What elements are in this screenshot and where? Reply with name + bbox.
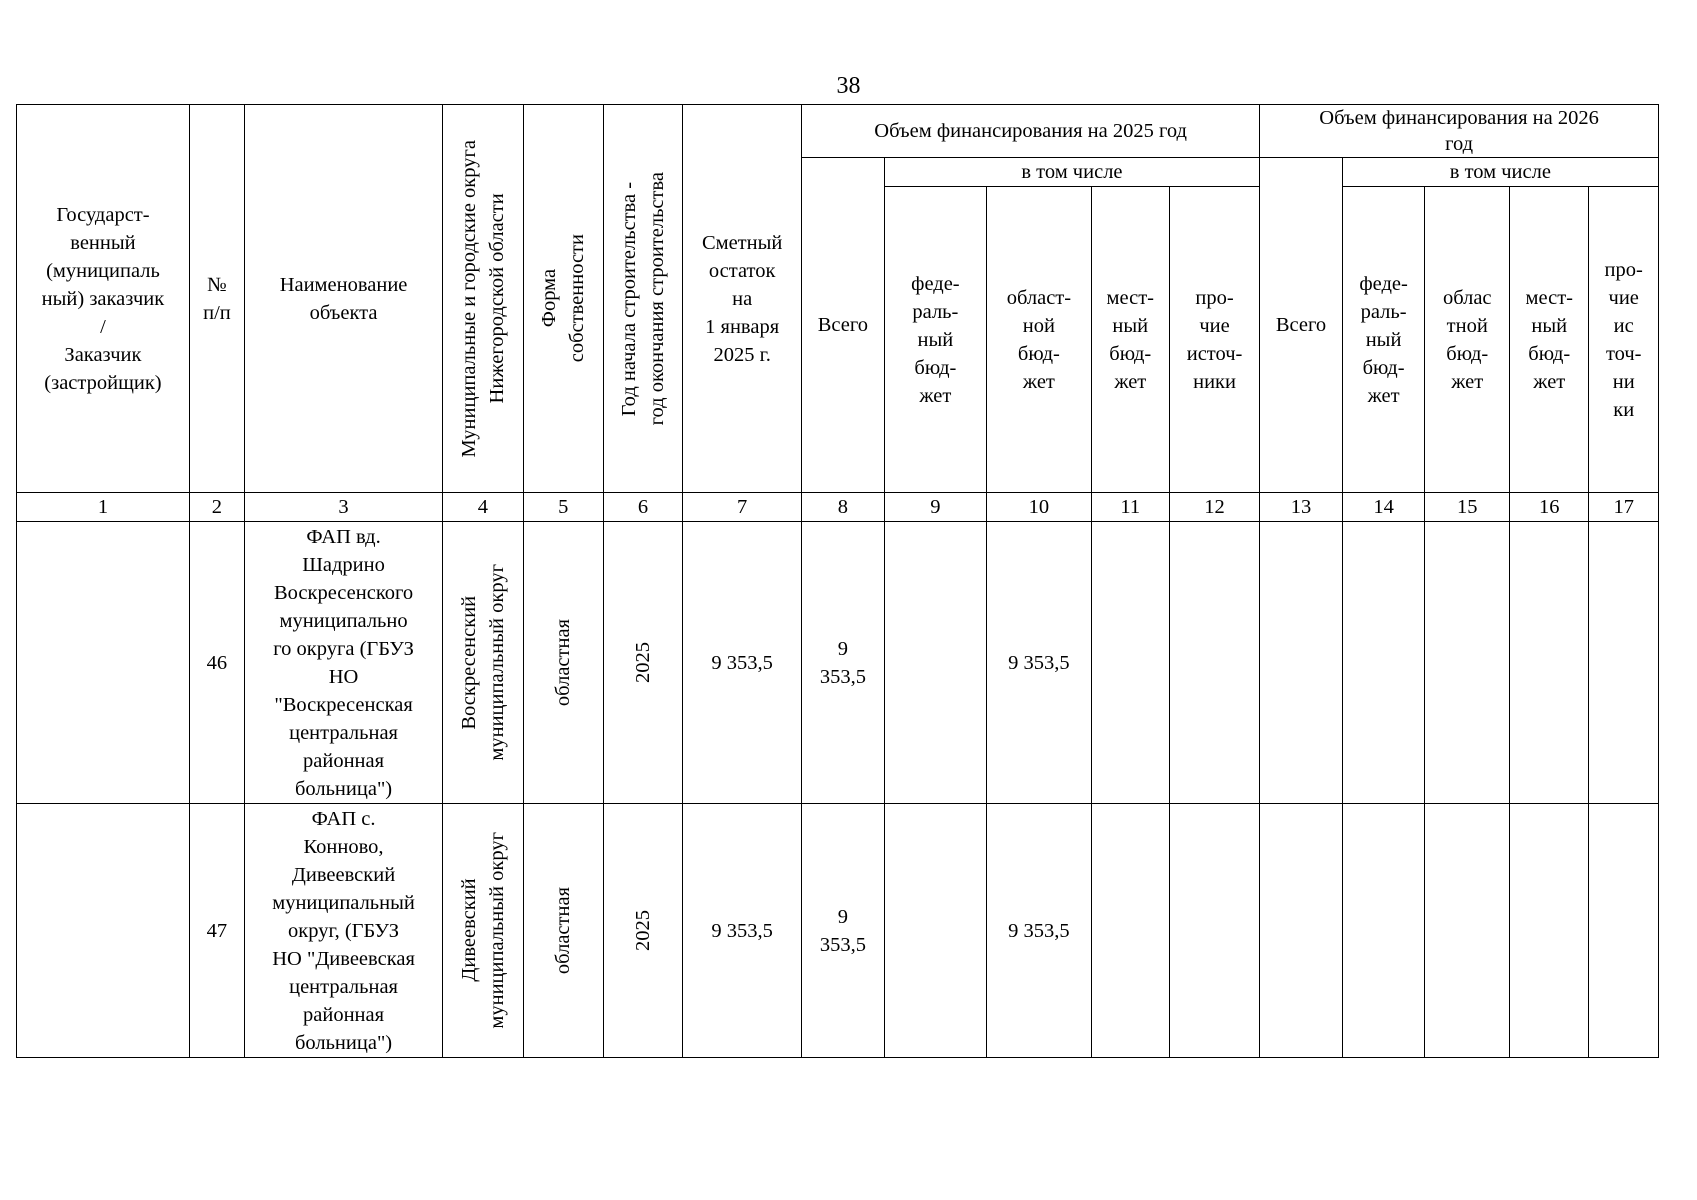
column-number: 3 <box>244 493 442 522</box>
column-number: 11 <box>1091 493 1169 522</box>
column-number: 2 <box>189 493 244 522</box>
header-local-2026: мест- ный бюд- жет <box>1510 187 1589 493</box>
regional-2025-cell: 9 353,5 <box>987 522 1092 804</box>
column-number: 4 <box>443 493 523 522</box>
column-numbers-row <box>17 493 1659 522</box>
district-cell: Воскресенский муниципальный округ <box>443 522 523 804</box>
investment-table <box>16 104 1659 1058</box>
header-local-2025: мест- ный бюд- жет <box>1091 187 1169 493</box>
local-2026-cell <box>1510 522 1589 804</box>
header-federal-2025: феде- раль- ный бюд- жет <box>884 187 986 493</box>
header-customer: Государст- венный (муниципаль ный) заказчик / Заказчик (застройщик) <box>17 105 190 493</box>
years-cell: 2025 <box>603 522 682 804</box>
header-estimate-balance: Сметный остаток на 1 января 2025 г. <box>683 105 802 493</box>
table-row <box>17 522 1659 804</box>
regional-2025-cell: 9 353,5 <box>987 804 1092 1058</box>
total-2025-cell: 9 353,5 <box>802 522 885 804</box>
total-2026-cell <box>1260 804 1343 1058</box>
row-number-cell: 46 <box>189 522 244 804</box>
column-number: 12 <box>1169 493 1259 522</box>
federal-2026-cell <box>1342 522 1425 804</box>
column-number: 14 <box>1342 493 1425 522</box>
header-total-2025: Всего <box>802 158 885 493</box>
object-name-cell: ФАП с. Конново, Дивеевский муниципальный округ, (ГБУЗ НО "Дивеевская центральная районная больница") <box>244 804 442 1058</box>
header-district: Муниципальные и городские округа Нижегородской области <box>443 105 523 493</box>
years-cell: 2025 <box>603 804 682 1058</box>
header-regional-2025: област- ной бюд- жет <box>987 187 1092 493</box>
local-2025-cell <box>1091 522 1169 804</box>
header-object-name: Наименование объекта <box>244 105 442 493</box>
object-name-cell: ФАП вд. Шадрино Воскресенского муниципально го округа (ГБУЗ НО "Воскресенская центральная районная больница") <box>244 522 442 804</box>
page-number: 38 <box>836 73 861 99</box>
row-number-cell: 47 <box>189 804 244 1058</box>
column-number: 17 <box>1589 493 1659 522</box>
header-financing-2025: Объем финансирования на 2025 год <box>802 105 1260 158</box>
header-regional-2026: облас тной бюд- жет <box>1425 187 1510 493</box>
local-2025-cell <box>1091 804 1169 1058</box>
local-2026-cell <box>1510 804 1589 1058</box>
column-number: 8 <box>802 493 885 522</box>
column-number: 10 <box>987 493 1092 522</box>
header-ownership: Форма собственности <box>523 105 603 493</box>
header-federal-2026: феде- раль- ный бюд- жет <box>1342 187 1425 493</box>
federal-2025-cell <box>884 522 986 804</box>
other-2025-cell <box>1169 804 1259 1058</box>
column-number: 13 <box>1260 493 1343 522</box>
header-financing-2026: Объем финансирования на 2026 год <box>1260 105 1659 158</box>
regional-2026-cell <box>1425 804 1510 1058</box>
column-number: 5 <box>523 493 603 522</box>
column-number: 16 <box>1510 493 1589 522</box>
column-number: 9 <box>884 493 986 522</box>
header-other-2025: про- чие источ- ники <box>1169 187 1259 493</box>
header-total-2026: Всего <box>1260 158 1343 493</box>
customer-cell <box>17 522 190 804</box>
estimate-cell: 9 353,5 <box>683 804 802 1058</box>
total-2026-cell <box>1260 522 1343 804</box>
header-construction-years: Год начала строительства - год окончания строительства <box>603 105 682 493</box>
customer-cell <box>17 804 190 1058</box>
district-cell: Дивеевский муниципальный округ <box>443 804 523 1058</box>
federal-2026-cell <box>1342 804 1425 1058</box>
other-2025-cell <box>1169 522 1259 804</box>
regional-2026-cell <box>1425 522 1510 804</box>
header-row-number: № п/п <box>189 105 244 493</box>
ownership-cell: областная <box>523 804 603 1058</box>
estimate-cell: 9 353,5 <box>683 522 802 804</box>
ownership-cell: областная <box>523 522 603 804</box>
total-2025-cell: 9 353,5 <box>802 804 885 1058</box>
other-2026-cell <box>1589 804 1659 1058</box>
federal-2025-cell <box>884 804 986 1058</box>
header-other-2026: про- чие ис точ- ни ки <box>1589 187 1659 493</box>
header-including-2025: в том числе <box>884 158 1260 187</box>
other-2026-cell <box>1589 522 1659 804</box>
header-including-2026: в том числе <box>1342 158 1658 187</box>
column-number: 6 <box>603 493 682 522</box>
column-number: 15 <box>1425 493 1510 522</box>
column-number: 1 <box>17 493 190 522</box>
column-number: 7 <box>683 493 802 522</box>
table-row <box>17 804 1659 1058</box>
